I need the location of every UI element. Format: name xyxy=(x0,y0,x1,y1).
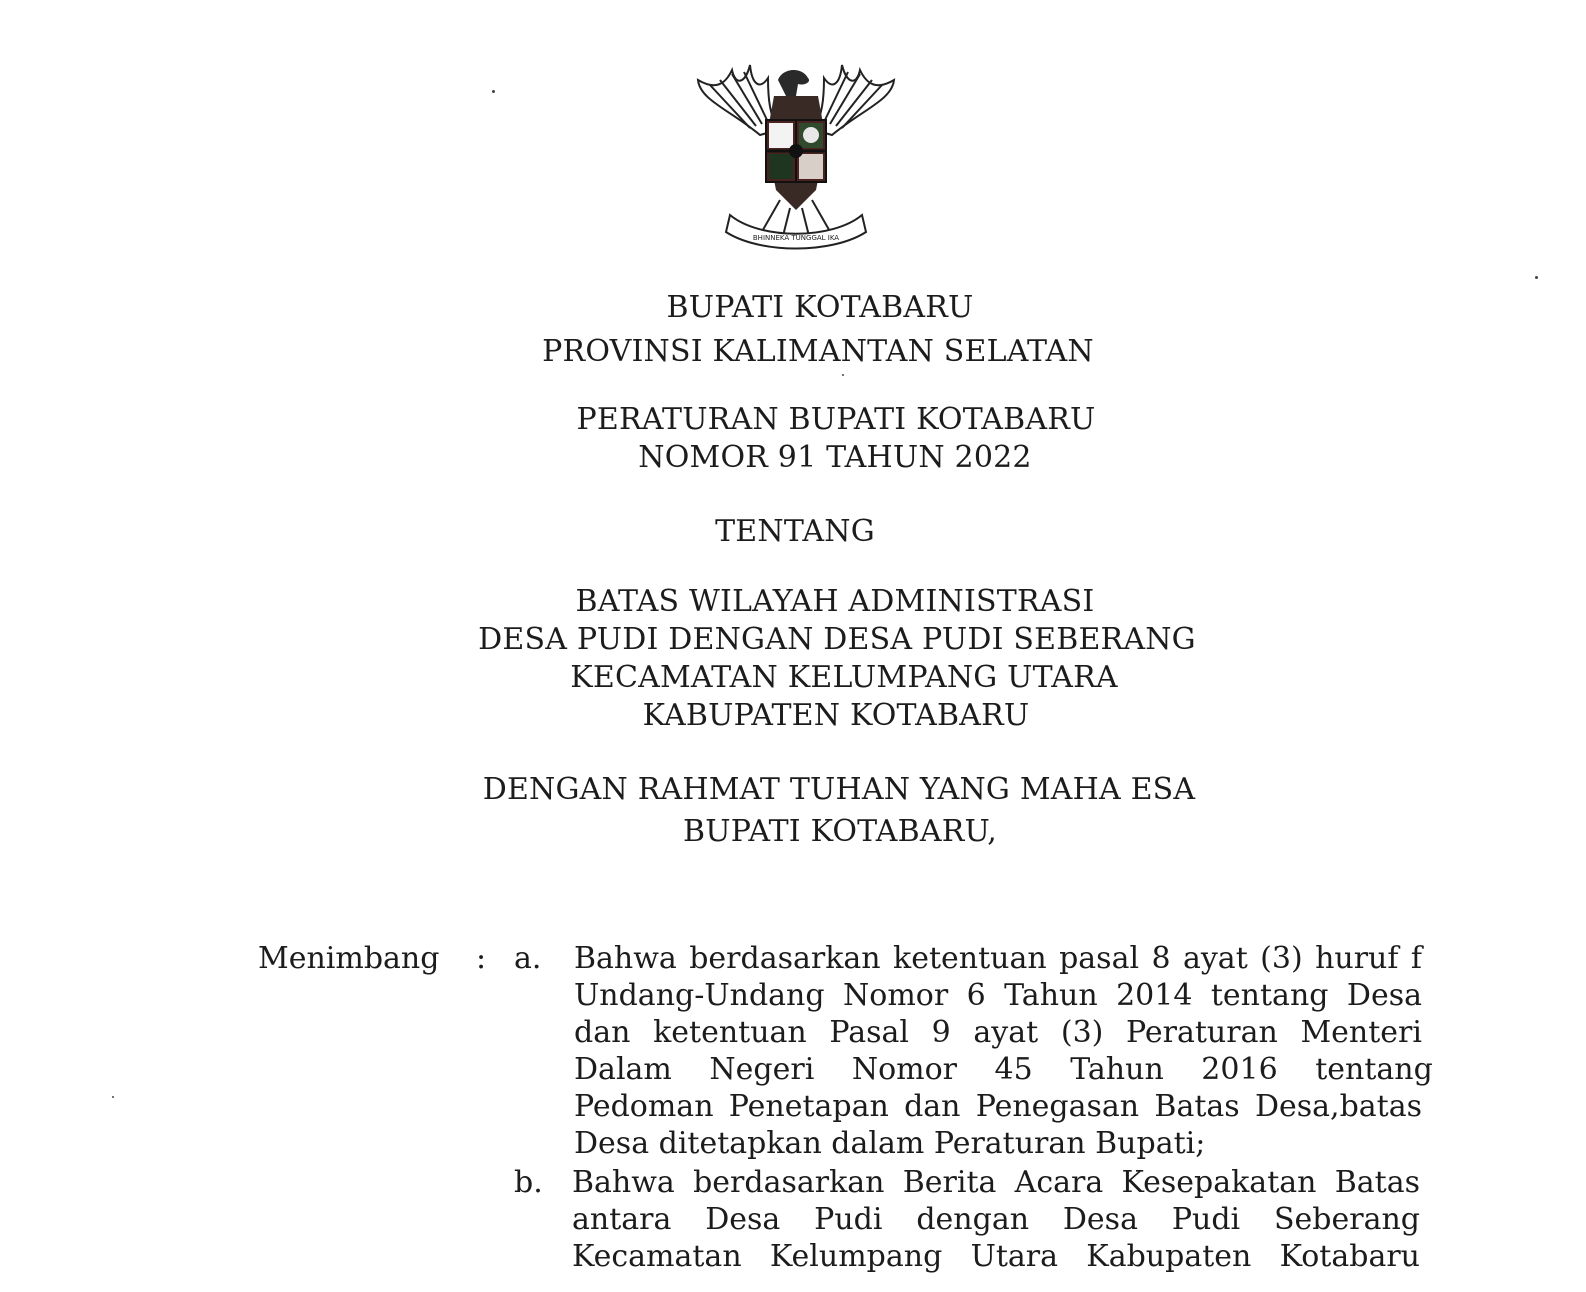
item-letter-a: a. xyxy=(514,941,542,976)
issuer-line-2: PROVINSI KALIMANTAN SELATAN xyxy=(542,334,1094,369)
item-a-line: Desa ditetapkan dalam Peraturan Bupati; xyxy=(574,1126,1206,1161)
item-b-line: Kecamatan Kelumpang Utara Kabupaten Kotabaru xyxy=(572,1239,1420,1274)
considering-label: Menimbang xyxy=(258,941,440,976)
item-b-line: antara Desa Pudi dengan Desa Pudi Seberang xyxy=(572,1202,1420,1237)
svg-text:BHINNEKA TUNGGAL IKA: BHINNEKA TUNGGAL IKA xyxy=(752,234,840,242)
item-a-line: Pedoman Penetapan dan Penegasan Batas Desa,batas xyxy=(574,1089,1422,1124)
garuda-emblem-icon xyxy=(690,40,902,260)
item-a-line: dan ketentuan Pasal 9 ayat (3) Peraturan Menteri xyxy=(574,1015,1422,1050)
invocation-line-1: DENGAN RAHMAT TUHAN YANG MAHA ESA xyxy=(482,772,1196,807)
considering-colon: : xyxy=(476,941,487,976)
scan-speck xyxy=(842,374,844,376)
item-a-line: Dalam Negeri Nomor 45 Tahun 2016 tentang xyxy=(574,1052,1433,1087)
subject-line-3: KECAMATAN KELUMPANG UTARA xyxy=(570,660,1118,695)
subject-line-2: DESA PUDI DENGAN DESA PUDI SEBERANG xyxy=(478,622,1196,657)
scan-speck xyxy=(492,90,495,93)
item-a-line: Bahwa berdasarkan ketentuan pasal 8 ayat (3) huruf f xyxy=(574,941,1422,976)
scan-speck xyxy=(112,1096,114,1098)
issuer-line-1: BUPATI KOTABARU xyxy=(666,290,974,325)
regulation-number: NOMOR 91 TAHUN 2022 xyxy=(638,440,1032,475)
subject-line-4: KABUPATEN KOTABARU xyxy=(642,698,1030,733)
item-letter-b: b. xyxy=(514,1165,543,1200)
subject-line-1: BATAS WILAYAH ADMINISTRASI xyxy=(575,584,1095,619)
item-text-a xyxy=(574,940,1433,1162)
about-label: TENTANG xyxy=(715,514,875,549)
item-a-line: Undang-Undang Nomor 6 Tahun 2014 tentang Desa xyxy=(574,978,1422,1013)
regulation-title: PERATURAN BUPATI KOTABARU xyxy=(576,402,1096,437)
item-text-b xyxy=(572,1164,1420,1275)
item-b-line: Bahwa berdasarkan Berita Acara Kesepakatan Batas xyxy=(572,1165,1420,1200)
invocation-line-2: BUPATI KOTABARU, xyxy=(683,814,997,849)
scan-speck xyxy=(1535,276,1538,279)
